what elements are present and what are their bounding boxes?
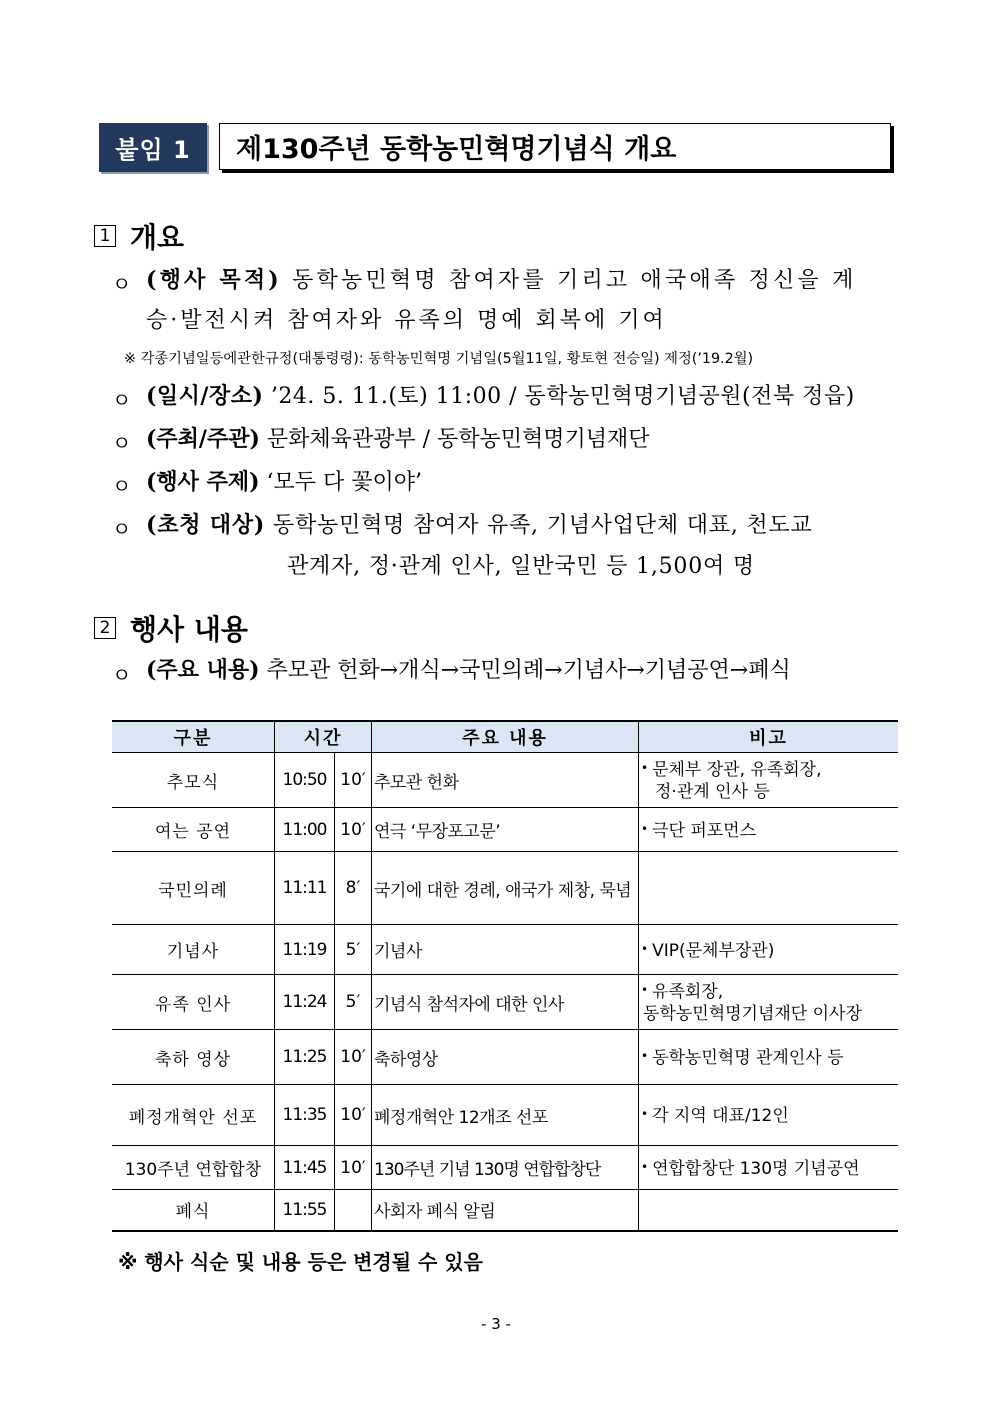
row-time: 11:45 [275, 1146, 335, 1190]
row-note-text: 연합합창단 130명 기념공연 [652, 1158, 860, 1179]
section-2-title: 행사 내용 [130, 613, 248, 646]
row-category: 여는 공연 [112, 808, 275, 852]
row-duration: 5′ [335, 925, 372, 975]
theme-line [146, 467, 422, 498]
row-duration: 10′ [335, 1030, 372, 1085]
section-1-title: 개요 [130, 221, 185, 254]
row-note: • 유족회장, 동학농민혁명기념재단 이사장 [639, 975, 899, 1030]
attachment-badge: 붙임 1 [99, 123, 207, 172]
row-note-text: 극단 퍼포먼스 [652, 820, 757, 841]
row-category: 축하 영상 [112, 1030, 275, 1085]
header-time: 시간 [275, 721, 372, 753]
table-header-row [112, 721, 898, 753]
row-duration: 5′ [335, 975, 372, 1030]
row-category: 국민의례 [112, 852, 275, 925]
row-time: 11:25 [275, 1030, 335, 1085]
invitee-line-2: 관계자, 정·관계 인사, 일반국민 등 1,500여 명 [287, 554, 755, 579]
row-category: 유족 인사 [112, 975, 275, 1030]
host-line [146, 424, 650, 455]
row-note: • 극단 퍼포먼스 [639, 808, 899, 852]
row-note: • 각 지역 대표/12인 [639, 1085, 899, 1146]
row-content: 추모관 헌화 [372, 753, 639, 808]
row-note-text: 유족회장, [652, 982, 724, 1002]
theme-text: ‘모두 다 꽃이야’ [266, 470, 422, 495]
purpose-line-2: 승·발전시켜 참여자와 유족의 명예 회복에 기여 [146, 308, 667, 333]
host-text: 문화체육관광부 / 동학농민혁명기념재단 [266, 427, 650, 452]
row-time: 11:24 [275, 975, 335, 1030]
theme-label: (행사 주제) [146, 469, 260, 495]
main-content-text: 추모관 헌화→개식→국민의례→기념사→기념공연→폐식 [266, 658, 791, 683]
document-title-text: 제130주년 동학농민혁명기념식 개요 [236, 134, 677, 165]
row-note [639, 852, 899, 925]
row-note-text: VIP(문체부장관) [652, 940, 775, 961]
table-row [112, 1085, 898, 1146]
row-duration: 10′ [335, 753, 372, 808]
row-note-text-2: 동학농민혁명기념재단 이사장 [643, 1004, 862, 1024]
purpose-label: (행사 목적) [146, 267, 282, 293]
bullet-icon: ㅇ [112, 388, 132, 412]
row-note: • 동학농민혁명 관계인사 등 [639, 1030, 899, 1085]
document-title [219, 123, 891, 170]
section-2-heading [94, 608, 248, 648]
invitee-line [146, 510, 813, 541]
row-time: 10:50 [275, 753, 335, 808]
table-row [112, 925, 898, 975]
row-duration: 10′ [335, 1085, 372, 1146]
row-content: 130주년 기념 130명 연합합창단 [372, 1146, 639, 1190]
row-note-text-2: 정·관계 인사 등 [655, 782, 770, 802]
row-content: 폐정개혁안 12개조 선포 [372, 1085, 639, 1146]
row-note: • 문체부 장관, 유족회장, 정·관계 인사 등 [639, 753, 899, 808]
change-notice: ※ 행사 식순 및 내용 등은 변경될 수 있음 [118, 1250, 483, 1274]
bullet-icon: ㅇ [112, 474, 132, 498]
row-duration: 10′ [335, 1146, 372, 1190]
row-note: • VIP(문체부장관) [639, 925, 899, 975]
row-note-text: 동학농민혁명 관계인사 등 [652, 1048, 844, 1068]
table-row [112, 1190, 898, 1231]
bullet-icon: ㅇ [112, 663, 132, 687]
row-time: 11:55 [275, 1190, 335, 1231]
regulation-note: ※ 각종기념일등에관한규정(대통령령): 동학농민혁명 기념일(5월11일, 황토현 전승일) 제정(’19.2월) [124, 351, 754, 367]
row-time: 11:19 [275, 925, 335, 975]
section-2-number: 2 [94, 617, 116, 639]
table-row [112, 1146, 898, 1190]
row-duration: 10′ [335, 808, 372, 852]
header-content: 주요 내용 [372, 721, 639, 753]
invitee-text: 동학농민혁명 참여자 유족, 기념사업단체 대표, 천도교 [272, 513, 813, 538]
row-content: 기념사 [372, 925, 639, 975]
row-duration: 8′ [335, 852, 372, 925]
row-content: 사회자 폐식 알림 [372, 1190, 639, 1231]
section-1-number: 1 [94, 225, 116, 247]
page-number: - 3 - [481, 1315, 511, 1333]
schedule-table [112, 720, 898, 1232]
row-time: 11:35 [275, 1085, 335, 1146]
row-note: • 연합합창단 130명 기념공연 [639, 1146, 899, 1190]
table-row [112, 975, 898, 1030]
bullet-icon: ㅇ [112, 431, 132, 455]
main-content-label: (주요 내용) [146, 657, 260, 683]
row-content: 기념식 참석자에 대한 인사 [372, 975, 639, 1030]
row-content: 축하영상 [372, 1030, 639, 1085]
datetime-text: ’24. 5. 11.(토) 11:00 / 동학농민혁명기념공원(전북 정읍) [270, 384, 855, 409]
row-category: 130주년 연합합창 [112, 1146, 275, 1190]
bullet-icon: ㅇ [112, 517, 132, 541]
section-1-heading [94, 216, 184, 256]
table-row [112, 808, 898, 852]
datetime-line [146, 381, 855, 412]
row-note-text: 문체부 장관, 유족회장, [652, 760, 822, 780]
header-note: 비고 [639, 721, 899, 753]
purpose-line [146, 265, 857, 296]
row-category: 추모식 [112, 753, 275, 808]
table-row [112, 1030, 898, 1085]
main-content-line [146, 655, 791, 686]
row-category: 기념사 [112, 925, 275, 975]
purpose-text: 동학농민혁명 참여자를 기리고 애국애족 정신을 계 [292, 268, 857, 293]
row-note-text: 각 지역 대표/12인 [652, 1106, 789, 1126]
row-content: 국기에 대한 경례, 애국가 제창, 묵념 [372, 852, 639, 925]
table-row [112, 753, 898, 808]
row-content: 연극 ‘무장포고문’ [372, 808, 639, 852]
invitee-label: (초청 대상) [146, 512, 266, 538]
host-label: (주최/주관) [146, 426, 260, 452]
header-category: 구분 [112, 721, 275, 753]
table-row [112, 852, 898, 925]
row-category: 폐정개혁안 선포 [112, 1085, 275, 1146]
row-time: 11:00 [275, 808, 335, 852]
row-duration [335, 1190, 372, 1231]
datetime-label: (일시/장소) [146, 383, 264, 409]
row-note [639, 1190, 899, 1231]
bullet-icon: ㅇ [112, 272, 132, 296]
row-category: 폐식 [112, 1190, 275, 1231]
row-time: 11:11 [275, 852, 335, 925]
